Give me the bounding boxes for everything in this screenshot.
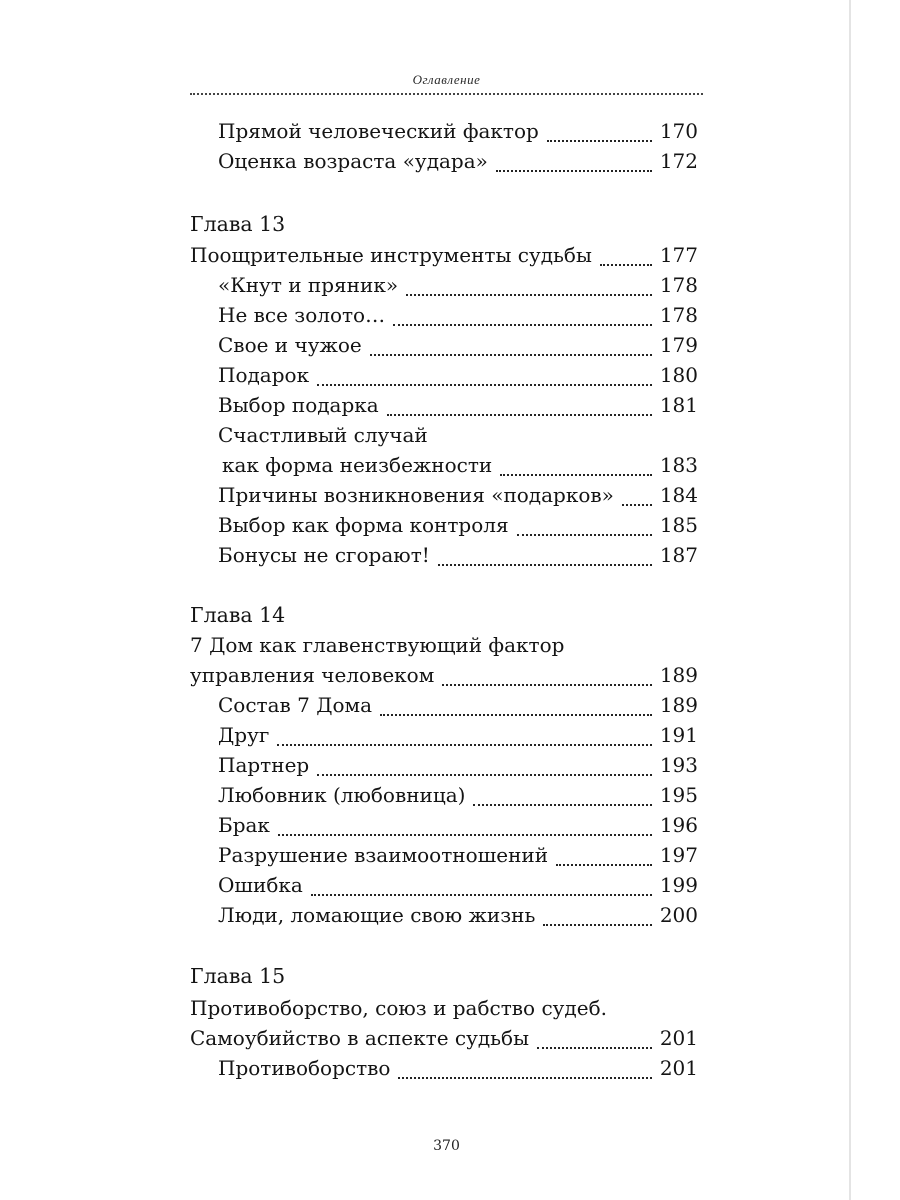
toc-entry-title: Состав 7 Дома <box>218 693 373 717</box>
dot-leader <box>517 534 652 536</box>
toc-entry <box>222 450 698 484</box>
toc-entry-title: Глава 14 <box>190 603 286 627</box>
toc-entry <box>218 870 698 904</box>
dot-leader <box>556 864 652 866</box>
toc-entry-page: 200 <box>659 903 698 927</box>
toc-entry-title: как форма неизбежности <box>222 453 493 477</box>
toc-entry-page: 201 <box>659 1056 698 1080</box>
dot-leader <box>317 774 652 776</box>
toc-entry <box>190 660 698 694</box>
toc-entry-title: Люди, ломающие свою жизнь <box>218 903 536 927</box>
toc-entry-page: 181 <box>659 393 698 417</box>
page-number: 370 <box>433 1138 460 1154</box>
toc-entry <box>218 480 698 514</box>
toc-entry-title: 7 Дом как главенствующий фактор <box>190 633 565 657</box>
toc-entry <box>218 510 698 544</box>
toc-entry-title: Подарок <box>218 363 310 387</box>
dot-leader <box>442 684 652 686</box>
toc-entry-title: Бонусы не сгорают! <box>218 543 430 567</box>
toc-entry-title: Счастливый случай <box>218 423 428 447</box>
dot-leader <box>622 504 652 506</box>
toc-entry-page: 201 <box>659 1026 698 1050</box>
toc-entry-title: Самоубийство в аспекте судьбы <box>190 1026 530 1050</box>
toc-entry <box>190 1023 698 1057</box>
dot-leader <box>543 924 651 926</box>
dot-leader <box>370 354 652 356</box>
dot-leader <box>406 294 652 296</box>
toc-entry <box>218 116 698 150</box>
toc-entry-title: Выбор как форма контроля <box>218 513 509 537</box>
toc-entry-page: 178 <box>659 303 698 327</box>
dot-leader <box>380 714 652 716</box>
dot-leader <box>277 744 652 746</box>
dot-leader <box>438 564 652 566</box>
toc-entry-title: Причины возникновения «подарков» <box>218 483 614 507</box>
toc-entry-title: Противоборство, союз и рабство судеб. <box>190 996 607 1020</box>
dot-leader <box>387 414 652 416</box>
toc-entry-title: Выбор подарка <box>218 393 379 417</box>
toc-entry <box>218 720 698 754</box>
toc-entry-page: 184 <box>659 483 698 507</box>
toc-entry-title: Ошибка <box>218 873 303 897</box>
toc-entry <box>218 270 698 304</box>
toc-entry-title: Любовник (любовница) <box>218 783 466 807</box>
toc-entry <box>218 390 698 424</box>
dot-leader <box>496 170 652 172</box>
toc-entry-title: Брак <box>218 813 270 837</box>
toc-entry-title: Поощрительные инструменты судьбы <box>190 243 592 267</box>
toc-entry-title: Друг <box>218 723 270 747</box>
toc-entry-page: 199 <box>659 873 698 897</box>
toc-entry <box>218 420 698 454</box>
toc-entry-page: 189 <box>659 693 698 717</box>
dot-leader <box>278 834 652 836</box>
toc-entry-page: 180 <box>659 363 698 387</box>
toc-entry-title: «Кнут и пряник» <box>218 273 399 297</box>
dot-leader <box>398 1077 651 1079</box>
toc-entry-page: 185 <box>659 513 698 537</box>
dot-leader <box>393 324 652 326</box>
toc-entry <box>218 750 698 784</box>
toc-entry <box>218 146 698 180</box>
toc-entry-title: Оценка возраста «удара» <box>218 149 488 173</box>
toc-entry <box>218 840 698 874</box>
toc-entry <box>218 780 698 814</box>
dot-leader <box>473 804 651 806</box>
toc-entry-title: Свое и чужое <box>218 333 362 357</box>
toc-entry <box>218 540 698 574</box>
toc-entry-page: 187 <box>659 543 698 567</box>
toc-entry-page: 170 <box>659 119 698 143</box>
running-head: Оглавление <box>412 72 481 87</box>
dot-leader <box>600 264 652 266</box>
toc-entry-page: 179 <box>659 333 698 357</box>
toc-entry-page: 195 <box>659 783 698 807</box>
toc-entry-title: Глава 15 <box>190 964 286 988</box>
toc-entry-page: 189 <box>659 663 698 687</box>
toc-entry-page: 183 <box>659 453 698 477</box>
toc-entry <box>218 1053 698 1087</box>
toc-entry-page: 197 <box>659 843 698 867</box>
toc-entry <box>190 630 698 664</box>
toc-entry <box>190 993 698 1027</box>
toc-entry-title: Противоборство <box>218 1056 391 1080</box>
chapter-heading <box>190 209 698 243</box>
toc-entry-title: Не все золото… <box>218 303 386 327</box>
toc-entry <box>218 810 698 844</box>
dot-leader <box>547 140 652 142</box>
toc-entry-page: 178 <box>659 273 698 297</box>
toc-entry-title: Глава 13 <box>190 212 286 236</box>
dot-leader <box>317 384 652 386</box>
toc-entry-page: 196 <box>659 813 698 837</box>
chapter-heading <box>190 600 698 634</box>
dot-leader <box>500 474 652 476</box>
toc-entry <box>218 300 698 334</box>
toc-entry-title: Прямой человеческий фактор <box>218 119 539 143</box>
chapter-heading <box>190 961 698 995</box>
toc-entry <box>218 690 698 724</box>
toc-entry-page: 177 <box>659 243 698 267</box>
toc-entry <box>218 360 698 394</box>
toc-entry <box>190 240 698 274</box>
toc-entry-page: 191 <box>659 723 698 747</box>
toc-entry-page: 172 <box>659 149 698 173</box>
dot-leader <box>311 894 652 896</box>
toc-entry <box>218 900 698 934</box>
toc-entry-title: Партнер <box>218 753 310 777</box>
toc-entry-title: Разрушение взаимоотношений <box>218 843 549 867</box>
toc-entry-title: управления человеком <box>190 663 435 687</box>
toc-entry <box>218 330 698 364</box>
dot-leader <box>537 1047 652 1049</box>
toc-entry-page: 193 <box>659 753 698 777</box>
